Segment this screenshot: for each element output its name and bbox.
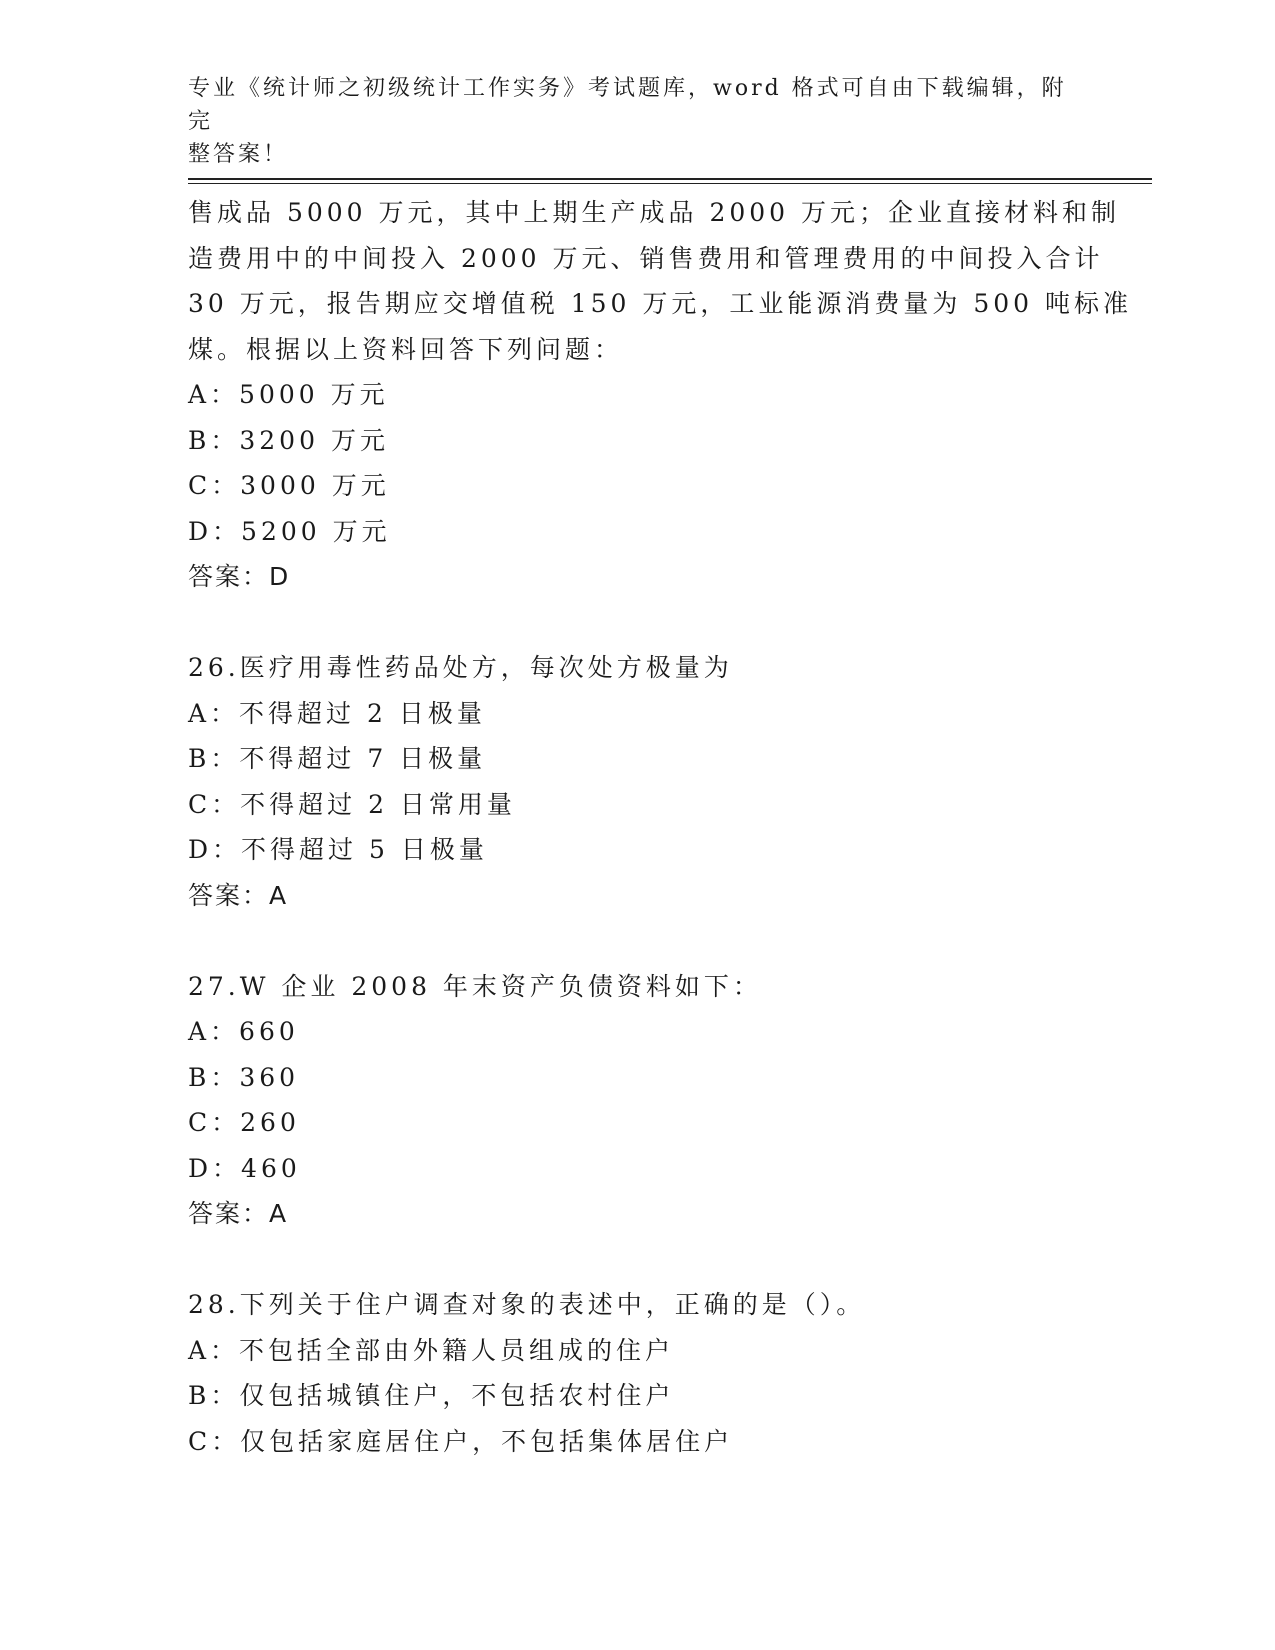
option-a: A：660 xyxy=(188,1017,299,1046)
question-26 xyxy=(188,645,1088,918)
option-c: C：260 xyxy=(188,1108,300,1137)
header-line-1: 专业《统计师之初级统计工作实务》考试题库，word 格式可自由下载编辑，附完 xyxy=(188,76,1067,134)
question-text-line: 煤。根据以上资料回答下列问题： xyxy=(188,334,624,364)
option-a: A：不得超过 2 日极量 xyxy=(188,698,486,728)
option-d: D：5200 万元 xyxy=(188,516,391,546)
document-body xyxy=(188,190,1132,1464)
answer-line: 答案：A xyxy=(188,880,289,910)
answer-line: 答案：D xyxy=(188,562,291,591)
option-b: B：360 xyxy=(188,1062,300,1092)
option-c: C：仅包括家庭居住户，不包括集体居住户 xyxy=(188,1426,734,1456)
header-divider xyxy=(188,178,1152,184)
answer-line: 答案：A xyxy=(188,1199,289,1228)
option-d: D：460 xyxy=(188,1153,301,1183)
spacer xyxy=(188,918,1088,964)
question-text-line: 30 万元，报告期应交增值税 150 万元，工业能源消费量为 500 吨标准 xyxy=(188,289,1132,318)
question-title: 27.W 企业 2008 年末资产负债资料如下： xyxy=(188,971,762,1001)
question-27 xyxy=(188,964,1088,1237)
spacer xyxy=(188,1237,1088,1283)
option-c: C：3000 万元 xyxy=(188,471,390,500)
option-d: D：不得超过 5 日极量 xyxy=(188,835,488,864)
option-b: B：仅包括城镇住户，不包括农村住户 xyxy=(188,1381,675,1410)
option-a: A：不包括全部由外籍人员组成的住户 xyxy=(188,1335,675,1365)
question-28 xyxy=(188,1282,1088,1464)
question-text-line: 售成品 5000 万元，其中上期生产成品 2000 万元；企业直接材料和制 xyxy=(188,198,1121,227)
document-header xyxy=(188,72,1068,171)
spacer xyxy=(188,600,1088,646)
question-title: 26.医疗用毒性药品处方，每次处方极量为 xyxy=(188,653,733,682)
question-title: 28.下列关于住户调查对象的表述中，正确的是（）。 xyxy=(188,1290,866,1319)
question-text-line: 造费用中的中间投入 2000 万元、销售费用和管理费用的中间投入合计 xyxy=(188,243,1104,273)
option-c: C：不得超过 2 日常用量 xyxy=(188,789,516,819)
option-b: B：不得超过 7 日极量 xyxy=(188,744,487,773)
question-25-continued xyxy=(188,190,1132,600)
header-line-2: 整答案！ xyxy=(188,142,289,167)
option-b: B：3200 万元 xyxy=(188,425,389,455)
option-a: A：5000 万元 xyxy=(188,380,389,409)
